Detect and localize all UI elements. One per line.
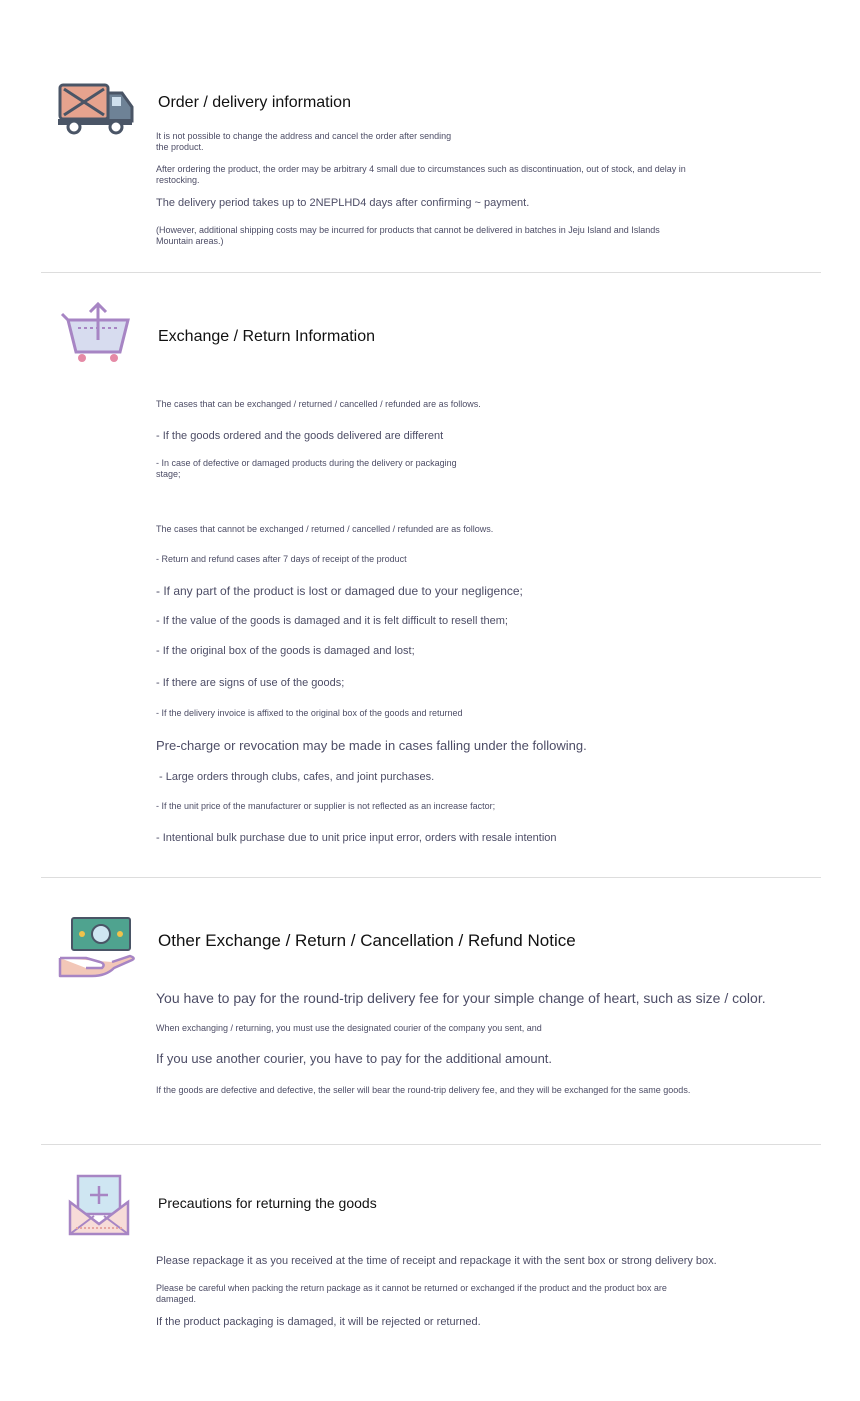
section-divider — [41, 1144, 821, 1145]
info-line: The delivery period takes up to 2NEPLHD4 days after confirming ~ payment. — [156, 197, 530, 209]
info-line: - Large orders through clubs, cafes, and joint purchases. — [156, 771, 435, 783]
info-line: - If the delivery invoice is affixed to the original box of the goods and returned — [156, 708, 463, 718]
info-line: If you use another courier, you have to pay for the additional amount. — [156, 1051, 553, 1066]
info-line: After ordering the product, the order may be arbitrary 4 small due to circumstances such as discontinuation, out of stock, and delay in restocking. — [156, 164, 686, 185]
info-line: When exchanging / returning, you must use the designated courier of the company you sent, and — [156, 1023, 542, 1033]
info-line: - If any part of the product is lost or damaged due to your negligence; — [156, 584, 523, 598]
section-title: Precautions for returning the goods — [158, 1195, 377, 1211]
section-divider — [41, 272, 821, 273]
info-line: - Intentional bulk purchase due to unit price input error, orders with resale intention — [156, 832, 557, 844]
section-title: Other Exchange / Return / Cancellation / Refund Notice — [158, 931, 576, 950]
section-title: Order / delivery information — [158, 94, 351, 111]
section-divider — [41, 877, 821, 878]
info-line: If the goods are defective and defective, the seller will bear the round-trip delivery fee, and they will be exchanged for the same goods. — [156, 1085, 691, 1095]
info-line: The cases that can be exchanged / returned / cancelled / refunded are as follows. — [156, 399, 481, 409]
delivery-truck-icon — [56, 74, 136, 144]
money-hand-icon — [56, 914, 136, 984]
info-line: - If there are signs of use of the goods; — [156, 677, 345, 689]
info-line: You have to pay for the round-trip delivery fee for your simple change of heart, such as size / color. — [156, 990, 766, 1006]
info-line: The cases that cannot be exchanged / returned / cancelled / refunded are as follows. — [156, 524, 494, 534]
envelope-package-icon — [56, 1170, 136, 1240]
shopping-cart-return-icon — [56, 298, 136, 368]
info-line: Please repackage it as you received at the time of receipt and repackage it with the sent box or strong delivery box. — [156, 1255, 717, 1267]
info-line: Please be careful when packing the return package as it cannot be returned or exchanged if the product and the product box are damaged. — [156, 1283, 667, 1304]
info-line: - If the goods ordered and the goods delivered are different — [156, 430, 444, 442]
info-line: - If the value of the goods is damaged and it is felt difficult to resell them; — [156, 615, 508, 627]
info-line: - Return and refund cases after 7 days of receipt of the product — [156, 554, 407, 564]
info-line: - In case of defective or damaged products during the delivery or packaging stage; — [156, 458, 457, 479]
info-line: Pre-charge or revocation may be made in cases falling under the following. — [156, 738, 587, 753]
info-line: It is not possible to change the address and cancel the order after sending the product. — [156, 131, 452, 152]
info-line: (However, additional shipping costs may be incurred for products that cannot be delivered in batches in Jeju Island and Islands Mountain areas.) — [156, 225, 660, 246]
info-line: - If the original box of the goods is damaged and lost; — [156, 645, 415, 657]
info-line: If the product packaging is damaged, it will be rejected or returned. — [156, 1316, 481, 1328]
section-title: Exchange / Return Information — [158, 328, 376, 345]
info-line: - If the unit price of the manufacturer or supplier is not reflected as an increase factor; — [156, 801, 496, 811]
